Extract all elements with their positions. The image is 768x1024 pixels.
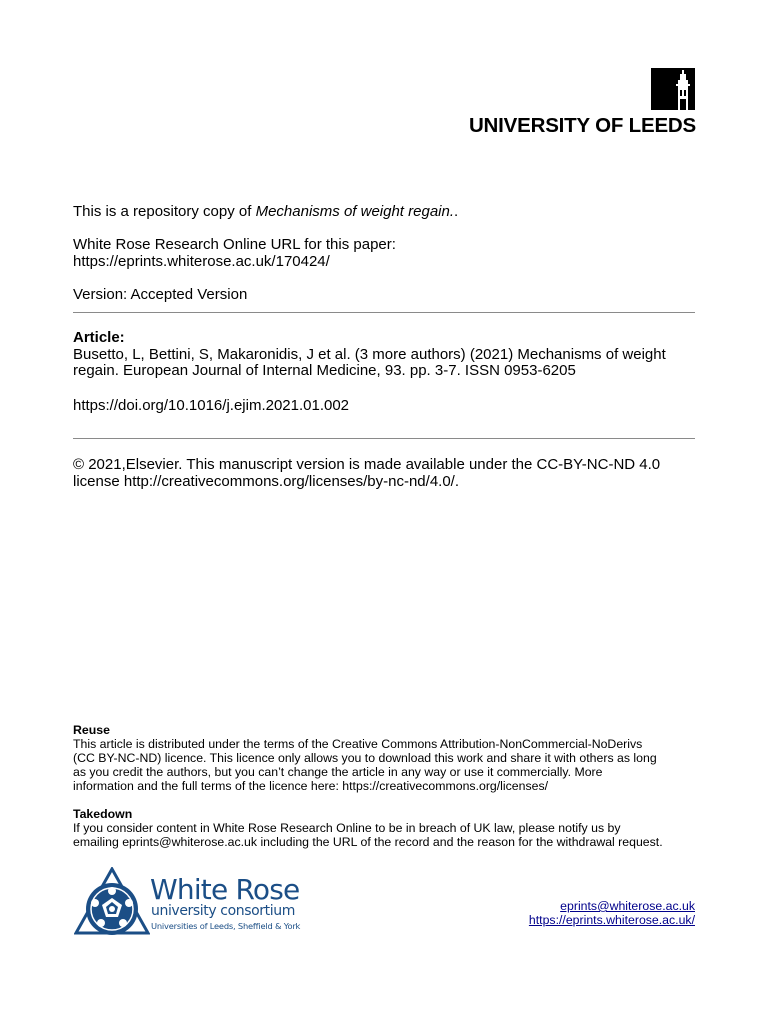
license-line-2: license http://creativecommons.org/licenses/by-nc-nd/4.0/. xyxy=(73,473,460,490)
doi-link[interactable]: https://doi.org/10.1016/j.ejim.2021.01.002 xyxy=(73,397,350,414)
paper-title: Mechanisms of weight regain. xyxy=(255,203,455,220)
intro-prefix: This is a repository copy of xyxy=(73,203,256,220)
reuse-line-1: This article is distributed under the terms of the Creative Commons Attribution-NonCommercial-NoDerivs xyxy=(73,737,643,751)
takedown-heading: Takedown xyxy=(73,807,133,821)
article-heading: Article: xyxy=(73,329,125,346)
email-link[interactable]: eprints@whiterose.ac.uk xyxy=(560,899,695,913)
consortium-members: Universities of Leeds, Sheffield & York xyxy=(151,921,301,931)
consortium-title: White Rose xyxy=(150,873,300,906)
version-text: Version: Accepted Version xyxy=(73,286,248,303)
white-rose-logo-icon xyxy=(74,867,150,939)
university-crest-icon xyxy=(651,68,695,110)
repository-url[interactable]: https://eprints.whiterose.ac.uk/170424/ xyxy=(73,253,330,270)
repository-intro xyxy=(73,203,695,220)
university-name: UNIVERSITY OF LEEDS xyxy=(468,114,696,137)
reuse-heading: Reuse xyxy=(73,723,110,737)
reuse-line-3: as you credit the authors, but you can’t change the article in any way or use it commercially. More xyxy=(73,765,603,779)
reuse-line-2: (CC BY-NC-ND) licence. This licence only allows you to download this work and share it with others as long xyxy=(73,751,657,765)
url-label: White Rose Research Online URL for this paper: xyxy=(73,236,396,253)
license-line-1: © 2021,Elsevier. This manuscript version is made available under the CC-BY-NC-ND 4.0 xyxy=(73,456,661,473)
site-link[interactable]: https://eprints.whiterose.ac.uk/ xyxy=(528,913,695,927)
consortium-subtitle: university consortium xyxy=(151,903,295,919)
contact-site[interactable] xyxy=(529,913,695,927)
divider-bottom xyxy=(73,438,695,439)
divider-top xyxy=(73,312,695,313)
reuse-line-4: information and the full terms of the licence here: https://creativecommons.org/licenses/ xyxy=(73,779,549,793)
citation-line-1: Busetto, L, Bettini, S, Makaronidis, J et al. (3 more authors) (2021) Mechanisms of weight xyxy=(73,346,666,363)
takedown-line-2: emailing eprints@whiterose.ac.uk including the URL of the record and the reason for the withdrawal request. xyxy=(73,835,663,849)
intro-suffix: . xyxy=(454,203,459,220)
citation-line-2: regain. European Journal of Internal Medicine, 93. pp. 3-7. ISSN 0953-6205 xyxy=(73,362,576,379)
takedown-line-1: If you consider content in White Rose Research Online to be in breach of UK law, please notify us by xyxy=(73,821,621,835)
contact-email[interactable] xyxy=(560,899,695,913)
